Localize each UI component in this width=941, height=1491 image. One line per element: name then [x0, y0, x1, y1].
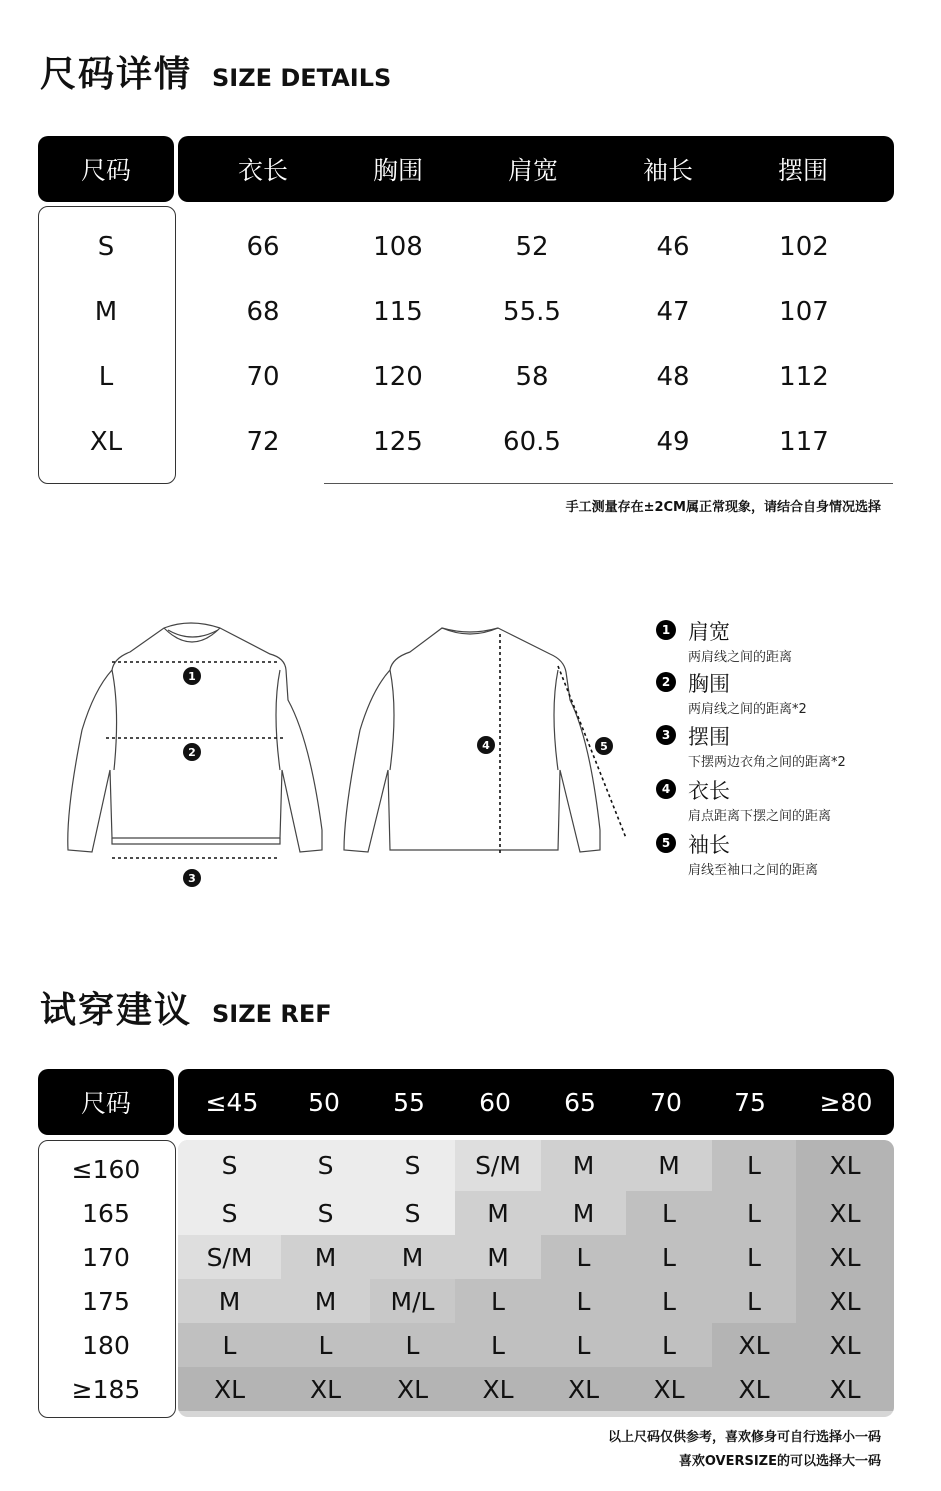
column-header: 衣长	[237, 156, 288, 185]
measurement-value: 66	[246, 232, 280, 262]
legend-desc: 两肩线之间的距离*2	[688, 702, 807, 717]
size-ref-cell: L	[455, 1279, 541, 1323]
measurement-value: 48	[656, 362, 690, 392]
weight-header-cell: 60	[479, 1087, 511, 1117]
size-ref-cell: L	[626, 1323, 712, 1367]
size-ref-cell: L	[455, 1323, 541, 1367]
size-ref-cell: L	[712, 1191, 796, 1235]
size-ref-cell: XL	[455, 1367, 541, 1411]
weight-header-cell: 55	[393, 1087, 425, 1117]
legend-number: 4	[656, 779, 676, 799]
legend-desc: 肩线至袖口之间的距离	[688, 863, 819, 878]
size-label: S	[97, 232, 115, 262]
size-ref-note-2: 喜欢OVERSIZE的可以选择大一码	[678, 1454, 881, 1469]
size-ref-cell: XL	[370, 1367, 455, 1411]
measurement-value: 46	[656, 232, 690, 262]
size-ref-cell: L	[626, 1235, 712, 1279]
size-ref-cell: M	[281, 1279, 370, 1323]
size-ref-cell: XL	[281, 1367, 370, 1411]
size-ref-cell: L	[281, 1323, 370, 1367]
size-details-title: 尺码详情	[40, 54, 193, 95]
weight-header-cell: ≤45	[205, 1087, 259, 1117]
height-label: 180	[82, 1330, 130, 1360]
size-label: XL	[89, 427, 123, 457]
measurement-value: 55.5	[503, 297, 561, 327]
height-label: ≥185	[71, 1374, 141, 1404]
size-ref-cell: L	[626, 1279, 712, 1323]
size-ref-cell: L	[541, 1235, 626, 1279]
measurement-value: 72	[246, 427, 280, 457]
legend-desc: 两肩线之间的距离	[688, 650, 793, 665]
size-ref-cell: M	[281, 1235, 370, 1279]
size-ref-cell: L	[712, 1140, 796, 1191]
size-details-title-en: SIZE DETAILS	[212, 64, 392, 92]
measurement-value: 117	[779, 427, 829, 457]
size-ref-title: 试穿建议	[40, 990, 193, 1031]
weight-header-cell: 50	[308, 1087, 340, 1117]
marker-4-label: 4	[482, 739, 490, 752]
size-ref-cell: S/M	[455, 1140, 541, 1191]
height-label: 175	[82, 1286, 130, 1316]
measurement-value: 68	[246, 297, 280, 327]
height-label: 170	[82, 1242, 130, 1272]
size-ref-cell: S	[281, 1191, 370, 1235]
size-ref-cell: L	[178, 1323, 281, 1367]
legend-item	[656, 616, 916, 666]
size-ref-cell: XL	[541, 1367, 626, 1411]
size-ref-cell: M	[455, 1235, 541, 1279]
weight-header-cell: ≥80	[819, 1087, 873, 1117]
measurement-value: 47	[656, 297, 690, 327]
legend-item	[656, 775, 916, 825]
size-ref-cell: XL	[626, 1367, 712, 1411]
measurement-value: 107	[779, 297, 829, 327]
size-ref-cell: S	[178, 1191, 281, 1235]
weight-header-cell: 65	[564, 1087, 596, 1117]
size-ref-title-en: SIZE REF	[212, 1000, 332, 1028]
legend-item	[656, 721, 916, 771]
size-ref-cell: M	[626, 1140, 712, 1191]
size-ref-cell: XL	[796, 1191, 894, 1235]
size-ref-cell: M	[455, 1191, 541, 1235]
size-ref-cell: XL	[796, 1323, 894, 1367]
size-ref-cell: M	[178, 1279, 281, 1323]
size-ref-cell: L	[712, 1279, 796, 1323]
legend-item	[656, 668, 916, 718]
column-header: 摆围	[777, 156, 828, 185]
size-ref-cell: M	[541, 1140, 626, 1191]
size-ref-cell: L	[626, 1191, 712, 1235]
divider-line	[324, 483, 893, 484]
column-header: 肩宽	[507, 156, 558, 185]
size-ref-cell: XL	[796, 1367, 894, 1411]
column-header: 袖长	[642, 156, 693, 185]
measurement-value: 120	[373, 362, 423, 392]
size-ref-cell: M/L	[370, 1279, 455, 1323]
marker-3-label: 3	[188, 872, 196, 885]
size-ref-cell: S/M	[178, 1235, 281, 1279]
legend-item	[656, 829, 916, 879]
legend-title: 衣长	[688, 779, 730, 803]
size-ref-note-1: 以上尺码仅供参考，喜欢修身可自行选择小一码	[607, 1430, 881, 1445]
size-ref-cell: L	[712, 1235, 796, 1279]
size-details-header	[178, 136, 894, 202]
measurement-value: 125	[373, 427, 423, 457]
legend-number: 1	[656, 620, 676, 640]
garment-diagram	[60, 610, 640, 900]
measurement-note: 手工测量存在±2CM属正常现象，请结合自身情况选择	[565, 500, 881, 515]
size-ref-cell: S	[370, 1191, 455, 1235]
column-header: 胸围	[372, 156, 423, 185]
size-ref-cell: XL	[178, 1367, 281, 1411]
legend-desc: 下摆两边衣角之间的距离*2	[688, 755, 846, 770]
measurement-value: 112	[779, 362, 829, 392]
ref-header-label-box	[38, 1069, 174, 1135]
size-ref-cell: XL	[712, 1323, 796, 1367]
size-ref-cell: XL	[712, 1367, 796, 1411]
size-ref-cell: S	[370, 1140, 455, 1191]
legend-title: 摆围	[688, 725, 730, 749]
size-ref-cell: M	[541, 1191, 626, 1235]
weight-header	[178, 1069, 894, 1135]
legend-title: 胸围	[688, 672, 730, 696]
legend-desc: 肩点距离下摆之间的距离	[688, 809, 832, 824]
marker-1-label: 1	[188, 670, 196, 683]
legend-title: 肩宽	[688, 620, 730, 644]
ref-header-label: 尺码	[80, 1089, 131, 1118]
measurement-value: 60.5	[503, 427, 561, 457]
size-ref-cell: L	[541, 1279, 626, 1323]
size-ref-grid	[178, 1140, 894, 1417]
size-ref-cell: S	[281, 1140, 370, 1191]
size-ref-cell: XL	[796, 1279, 894, 1323]
size-label: M	[94, 297, 118, 327]
measurement-value: 108	[373, 232, 423, 262]
marker-5-label: 5	[600, 740, 608, 753]
legend-title: 袖长	[688, 833, 730, 857]
size-ref-cell: XL	[796, 1140, 894, 1191]
legend-number: 3	[656, 725, 676, 745]
measurement-value: 70	[246, 362, 280, 392]
measurement-value: 102	[779, 232, 829, 262]
size-ref-cell: S	[178, 1140, 281, 1191]
height-label: ≤160	[71, 1154, 141, 1184]
legend-number: 2	[656, 672, 676, 692]
size-label: L	[98, 362, 114, 392]
measurement-value: 115	[373, 297, 423, 327]
weight-header-cell: 70	[650, 1087, 682, 1117]
size-header-label-box	[38, 136, 174, 202]
measurement-value: 49	[656, 427, 690, 457]
weight-header-cell: 75	[734, 1087, 766, 1117]
size-ref-cell: L	[541, 1323, 626, 1367]
measurement-value: 58	[515, 362, 549, 392]
legend-number: 5	[656, 833, 676, 853]
size-ref-cell: XL	[796, 1235, 894, 1279]
height-label: 165	[82, 1198, 130, 1228]
measurement-value: 52	[515, 232, 549, 262]
size-header-label: 尺码	[80, 156, 131, 185]
marker-2-label: 2	[188, 746, 196, 759]
size-ref-cell: M	[370, 1235, 455, 1279]
size-ref-cell: L	[370, 1323, 455, 1367]
